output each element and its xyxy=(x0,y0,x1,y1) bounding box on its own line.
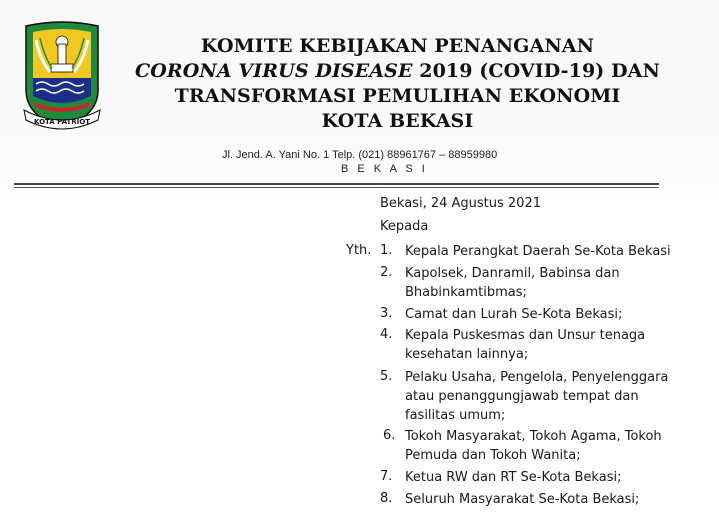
title-line-3: TRANSFORMASI PEMULIHAN EKONOMI xyxy=(174,85,621,107)
kota-bekasi-logo xyxy=(20,20,104,132)
recipient-number: 2. xyxy=(380,265,393,280)
recipient-number: 5. xyxy=(380,369,393,384)
header-rule-thick xyxy=(14,183,659,185)
title-line-2 xyxy=(105,60,690,82)
recipient-text: Pelaku Usaha, Pengelola, Penyelenggara xyxy=(405,370,669,385)
recipient-text: Seluruh Masyarakat Se-Kota Bekasi; xyxy=(405,492,640,507)
recipient-text: Ketua RW dan RT Se-Kota Bekasi; xyxy=(405,470,622,485)
recipient-number: 6. xyxy=(383,428,396,443)
title-line-4: KOTA BEKASI xyxy=(321,110,474,132)
title-rest-part: 2019 (COVID-19) DAN xyxy=(412,60,660,82)
recipient-text: Bhabinkamtibmas; xyxy=(405,285,527,300)
recipient-number: 8. xyxy=(380,491,393,506)
recipient-number: 4. xyxy=(380,327,393,342)
recipient-text: fasilitas umum; xyxy=(405,408,506,423)
recipient-text: Kepala Perangkat Daerah Se-Kota Bekasi xyxy=(405,244,671,259)
recipient-number: 1. xyxy=(380,243,393,258)
recipient-text: atau penanggungjawab tempat dan xyxy=(405,389,639,404)
address-line: Jl. Jend. A. Yani No. 1 Telp. (021) 88961767 – 88959980 xyxy=(222,149,498,161)
recipient-text: Kepala Puskesmas dan Unsur tenaga xyxy=(405,328,646,343)
yth-label: Yth. xyxy=(346,243,372,258)
recipient-text: kesehatan lainnya; xyxy=(405,347,529,362)
title-italic-part: CORONA VIRUS DISEASE xyxy=(135,60,413,82)
svg-text:KOTA PATRIOT: KOTA PATRIOT xyxy=(33,118,91,126)
recipient-text: Camat dan Lurah Se-Kota Bekasi; xyxy=(405,307,623,322)
title-line-1: KOMITE KEBIJAKAN PENANGANAN xyxy=(200,35,595,57)
recipient-number: 3. xyxy=(380,306,393,321)
recipient-text: Tokoh Masyarakat, Tokoh Agama, Tokoh xyxy=(405,429,662,444)
recipient-text: Kapolsek, Danramil, Babinsa dan xyxy=(405,266,620,281)
letter-date: Bekasi, 24 Agustus 2021 xyxy=(380,196,541,211)
header-rule-thin xyxy=(14,187,659,188)
city-line: B E K A S I xyxy=(341,163,428,175)
recipient-number: 7. xyxy=(380,469,393,484)
kepada-label: Kepada xyxy=(380,219,429,234)
recipient-text: Pemuda dan Tokoh Wanita; xyxy=(405,448,581,463)
